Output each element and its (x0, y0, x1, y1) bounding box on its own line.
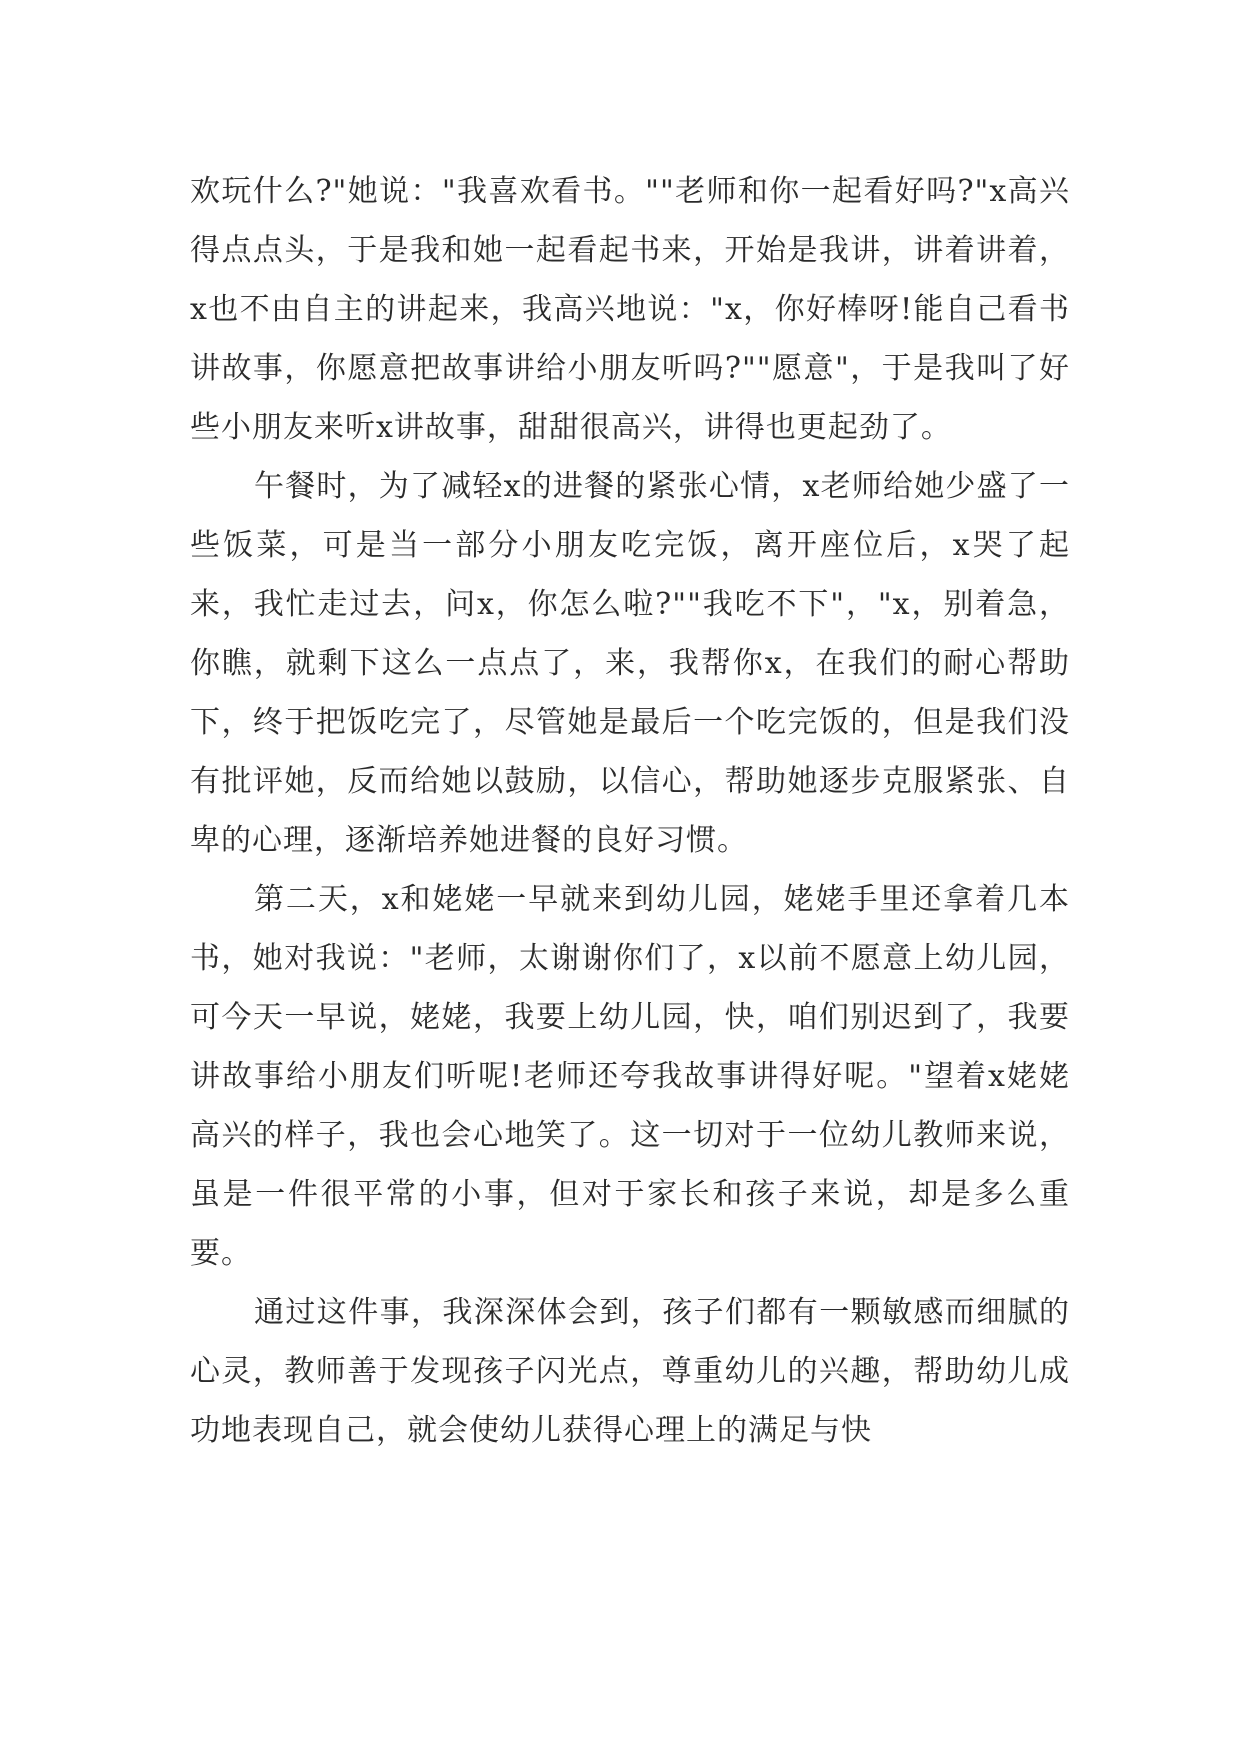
paragraph-reflection: 通过这件事，我深深体会到，孩子们都有一颗敏感而细腻的心灵，教师善于发现孩子闪光点，尊重幼儿的兴趣，帮助幼儿成功地表现自己，就会使幼儿获得心理上的满足与快 (190, 1295, 1070, 1448)
paragraph-next-day: 第二天，x和姥姥一早就来到幼儿园，姥姥手里还拿着几本书，她对我说："老师，太谢谢你们了，x以前不愿意上幼儿园，可今天一早说，姥姥，我要上幼儿园，快，咱们别迟到了，我要讲故事给小朋友们听呢!老师还夸我故事讲得好呢。"望着x姥姥高兴的样子，我也会心地笑了。这一切对于一位幼儿教师来说，虽是一件很平常的小事，但对于家长和孩子来说，却是多么重要。 (190, 882, 1070, 1271)
document-body (190, 162, 1070, 1460)
paragraph-lunch: 午餐时，为了减轻x的进餐的紧张心情，x老师给她少盛了一些饭菜，可是当一部分小朋友吃完饭，离开座位后，x哭了起来，我忙走过去，问x，你怎么啦?""我吃不下"，"x，别着急，你瞧，就剩下这么一点点了，来，我帮你x，在我们的耐心帮助下，终于把饭吃完了，尽管她是最后一个吃完饭的，但是我们没有批评她，反而给她以鼓励，以信心，帮助她逐步克服紧张、自卑的心理，逐渐培养她进餐的良好习惯。 (190, 469, 1070, 858)
paragraph-continued: 欢玩什么?"她说："我喜欢看书。""老师和你一起看好吗?"x高兴得点点头，于是我和她一起看起书来，开始是我讲，讲着讲着，x也不由自主的讲起来，我高兴地说："x，你好棒呀!能自己看书讲故事，你愿意把故事讲给小朋友听吗?""愿意"，于是我叫了好些小朋友来听x讲故事，甜甜很高兴，讲得也更起劲了。 (190, 174, 1070, 445)
